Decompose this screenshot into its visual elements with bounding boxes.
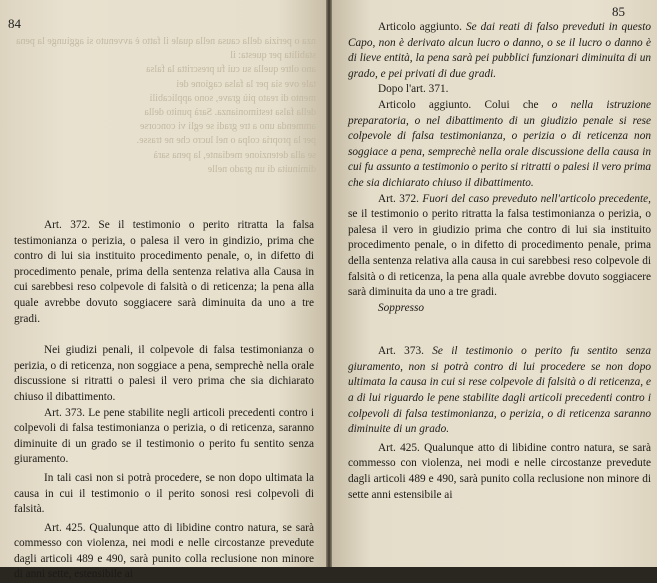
left-page-body: [14, 218, 314, 583]
articolo-aggiunto-label: Articolo aggiunto.: [378, 21, 462, 33]
art-373-label: Art. 373.: [378, 345, 424, 358]
art-372-amended-paragraph: [348, 192, 651, 301]
right-page-body: [348, 20, 651, 503]
art-373-paragraph: Art. 373. Le pene stabilite negli articoli precedenti contro i colpevoli di falsa testimonianza o perizia, o di reticenza, saranno diminuite di un grado se il testimonio o perito fu sentito senza giuramento.: [14, 406, 314, 466]
art-372-paragraph: Art. 372. Se il testimonio o perito ritratta la falsa testimonianza o perizia, o palesa il vero in gindizio, prima che contro di lui sia instituito procedimento penale, o, in difetto di procedimento penale, prima della sentenza relativa alla Causa in cui sarebbesi reso colpevole di falsità o di reticenza; la pena alla quale avrebbe dovuto soggiacere sarà diminuita da uno a tre gradi.: [14, 219, 314, 325]
giudizi-penali-paragraph: Nei giudizi penali, il colpevole di falsa testimonianza o perizia, o di reticenza, non soggiace a pena, semprechè nella orale discussione si ritratti o palesi il vero prima che sia dichiarato chiuso il dibattimento.: [14, 344, 314, 403]
articolo-aggiunto-paragraph: [348, 20, 651, 82]
articolo-aggiunto-text: Se dai reati di falso preveduti in questo Capo, non è derivato alcun lucro o danno, o se il lucro o danno è di lieve entità, la pena sarà pei pubblici funzionari diminuita di un grado, e pei privati di due gradi.: [348, 21, 651, 80]
art-372-text: se il testimonio o perito ritratta la falsa testimonianza o perizia, o palesa il vero in giudizio prima che contro di lui sia instituito procedimento penale, o in difetto di procedimento penale, prima della sentenza relativa alla causa in cui sarebbesi reso colpevole di falsità o di reticenza, la pena alla quale avrebbe dovuto soggiacere sarà diminuita da uno a tre gradi.: [348, 208, 651, 299]
articolo-aggiunto-2-label: Articolo aggiunto. Colui che: [378, 98, 539, 111]
page-number-right: 85: [612, 4, 625, 19]
tali-casi-paragraph: In tali casi non si potrà procedere, se non dopo ultimata la causa in cui il testimonio o il perito sonosi resi colpevoli di falsità.: [14, 471, 314, 516]
art-425-paragraph-left: Art. 425. Qualunque atto di libidine contro natura, se sarà commesso con violenza, nei modi e nelle circostanze prevedute dagli articoli 489 e 490, sarà punito colla reclusione non minore di anni sette, estensibile ai: [14, 521, 314, 581]
soppresso-note: Soppresso: [378, 301, 425, 314]
articolo-aggiunto-2-text: o nella istruzione preparatoria, o nel dibattimento di un giudizio penale si rese colpevole di falsa testimonianza, o perizia o di reticenza non soggiace a pena, semprechè nella orale discussione della causa in cui fu assunto a testimonio o perito si ritratti o palesi il vero prima che sia dichiarato chiuso il dibattimento.: [348, 98, 652, 189]
dopo-art-371: Dopo l'art. 371.: [378, 83, 449, 96]
art-425-paragraph-right: Art. 425. Qualunque atto di libidine contro natura, se sarà commesso con violenza, nei modi e nelle circostanze prevedute dagli articoli 489 e 490, sarà punito colla reclusione non minore di sette anni estensibile ai: [348, 441, 651, 501]
articolo-aggiunto-2-paragraph: [348, 98, 651, 192]
show-through-text: nza o perizia della causa nella quale il fatto è avvenuto si aggiunge la pena stabilita per questa: il ano oltre quella su cui fu prescritta la falsa tale ove sia per la falsa cagione dei mento di reato più grave, sono applicabili della falsa testimonianza. Sarà punito della ammenda uno a tre gradi se egli vi concorse per la propria colpa o nel lucro che ne trasse. se alla detenzione mediante, la pena sarà diminuita di un grado nelle: [16, 36, 316, 175]
right-page: [332, 0, 657, 567]
art-372-italic-text: Fuori del caso preveduto nell'articolo precedente,: [422, 192, 651, 205]
left-page: [0, 0, 326, 581]
page-number-left: 84: [8, 16, 21, 31]
art-373-italic-text: Se il testimonio o perito fu sentito senza giuramento, non si potrà contro di lui procedere se non dopo ultimata la causa in cui si rese colpevole di falsità o di reticenza, e a di lui riguardo le pene stabilite dagli articoli precedenti contro i colpevoli di falsa testimonianza, o perizia, o di reticenza saranno diminuite di un grado.: [348, 345, 651, 436]
art-372-label: Art. 372.: [378, 192, 419, 205]
art-373-amended-paragraph: [348, 344, 651, 438]
